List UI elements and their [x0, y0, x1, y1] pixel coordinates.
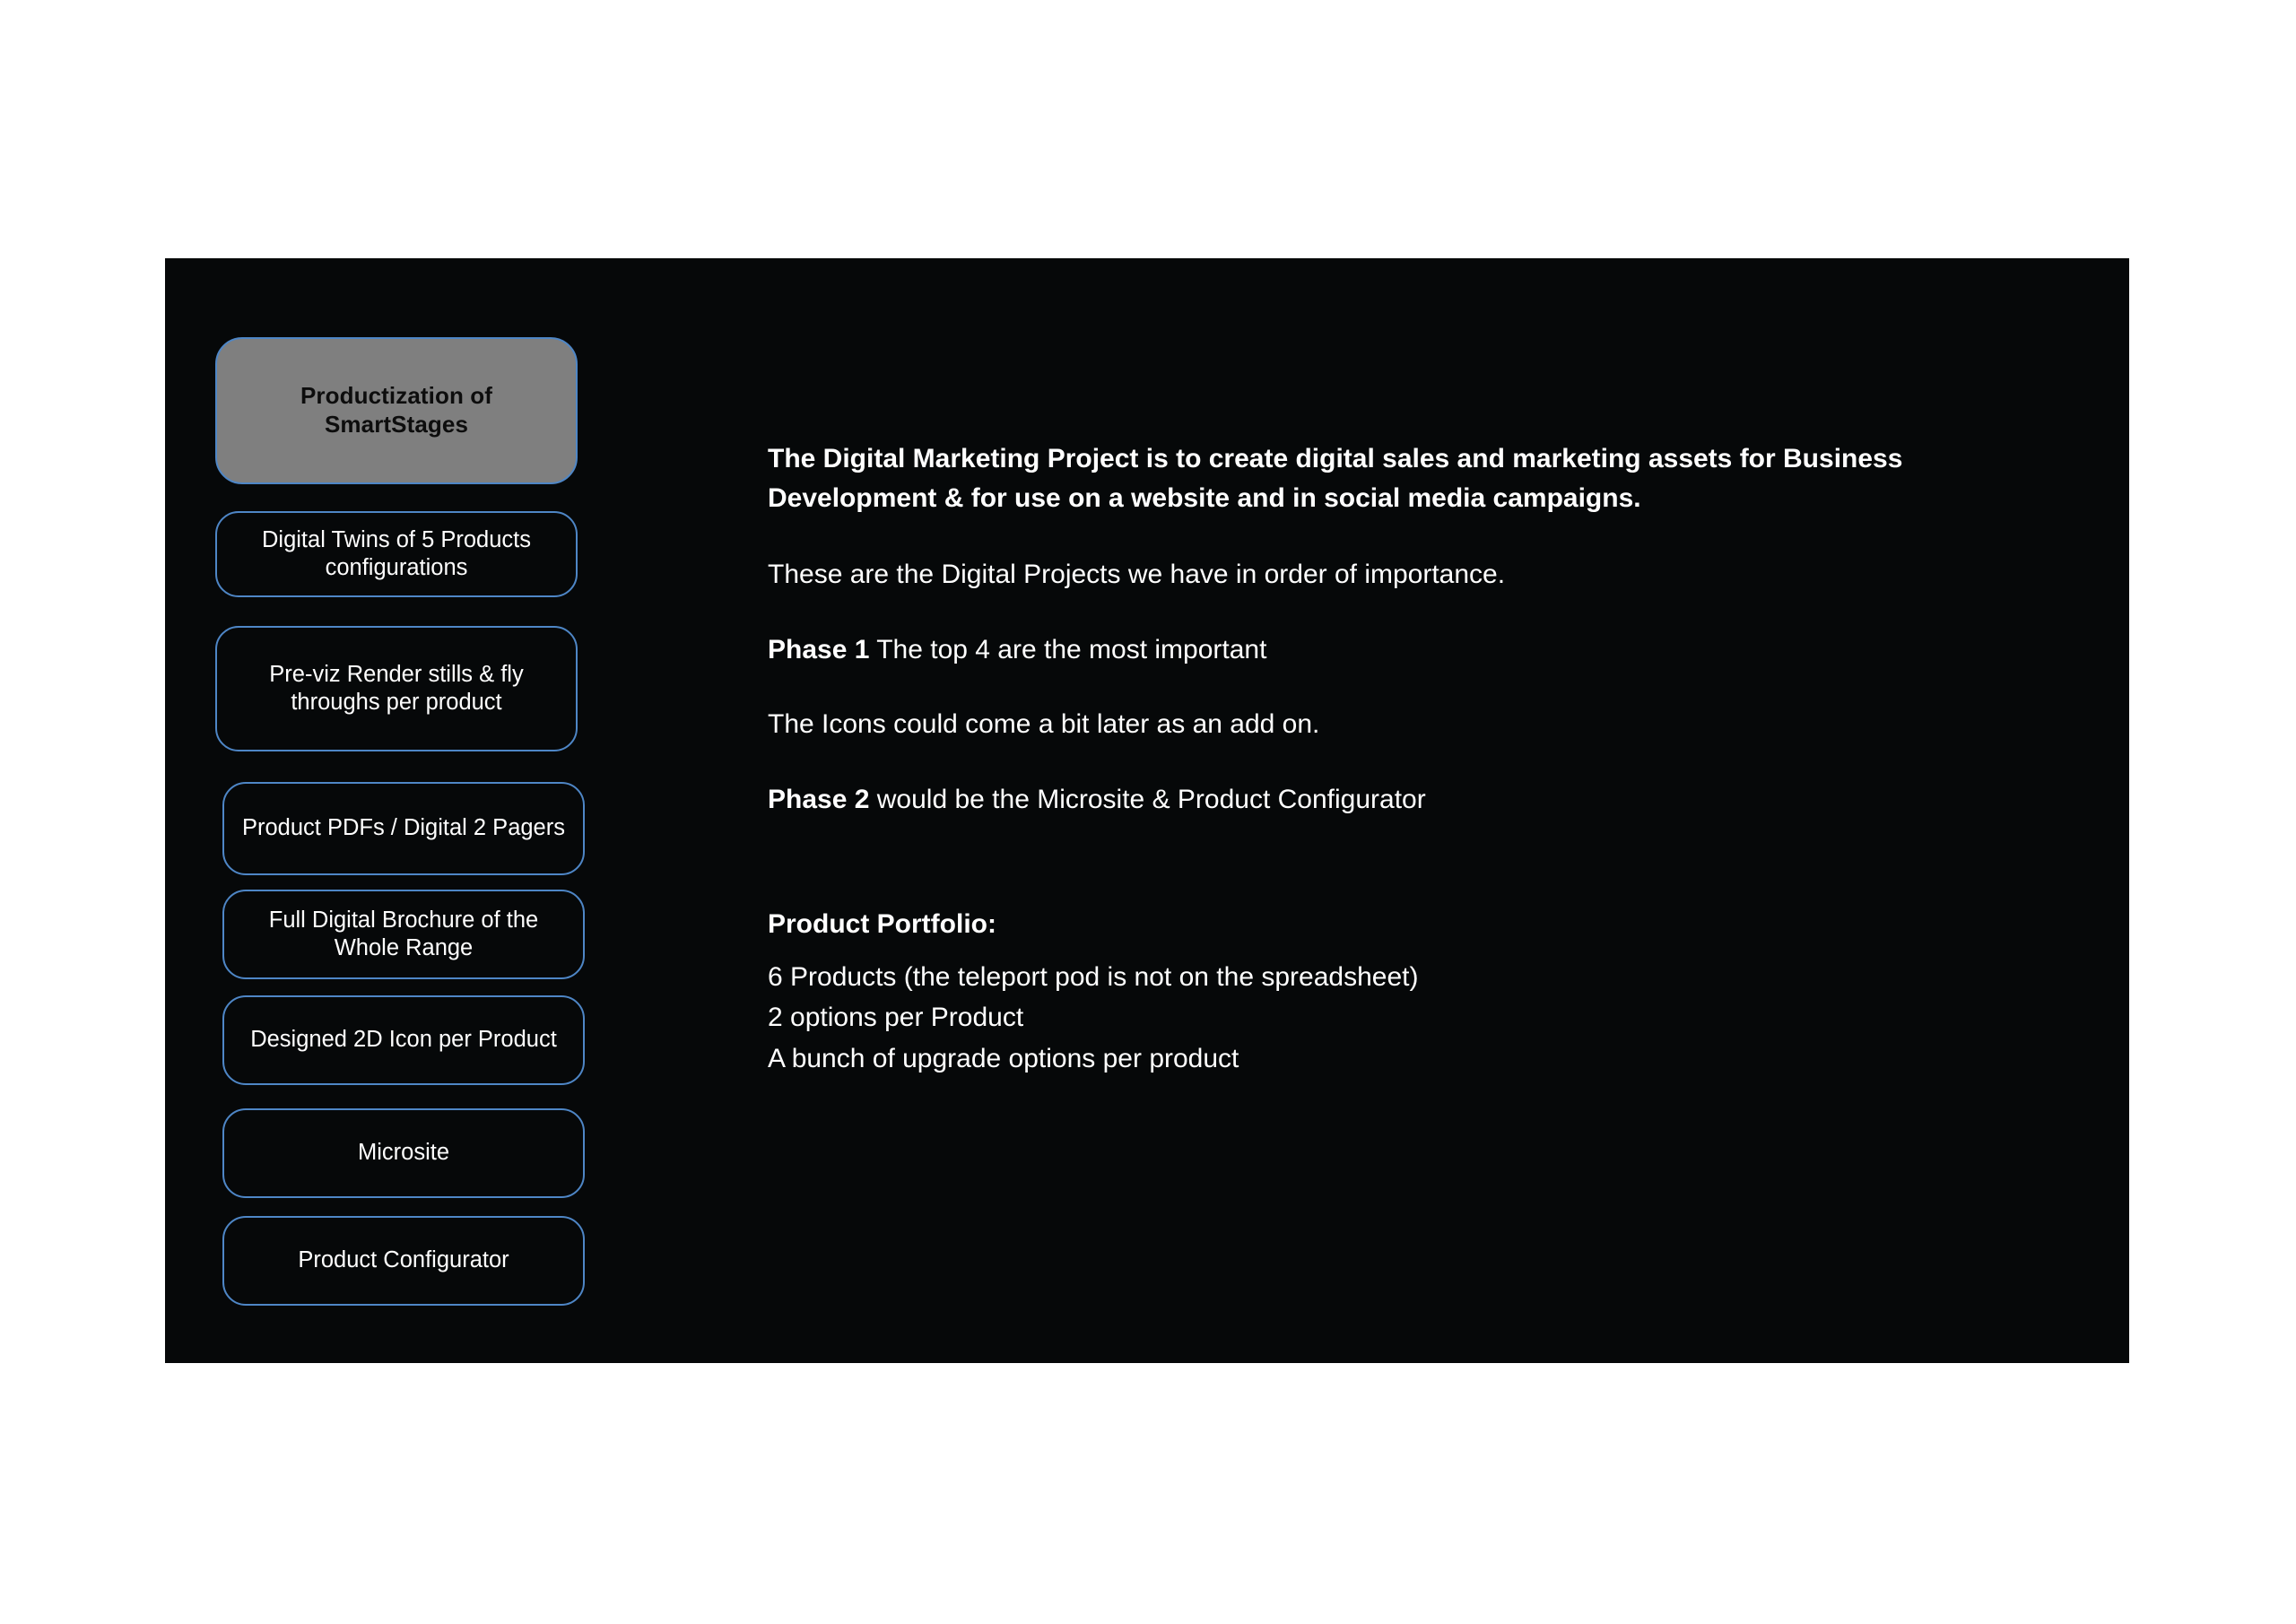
process-title-label: Productization of SmartStages — [300, 382, 493, 438]
product-portfolio-heading: Product Portfolio: — [768, 909, 996, 939]
spacer — [768, 517, 2041, 555]
process-node-label: Designed 2D Icon per Product — [250, 1027, 557, 1053]
process-node-label: Product Configurator — [298, 1247, 509, 1273]
process-node-label: Digital Twins of 5 Products configurations — [262, 526, 531, 580]
phase-2-label: Phase 2 — [768, 784, 870, 814]
portfolio-line: A bunch of upgrade options per product — [768, 1043, 1239, 1073]
icons-note-paragraph: The Icons could come a bit later as an add on. — [768, 709, 1320, 739]
slide-panel — [165, 258, 2129, 1363]
process-node-product-configurator[interactable] — [222, 1216, 585, 1306]
phase-1-paragraph — [768, 630, 2041, 670]
process-node-label: Microsite — [357, 1140, 449, 1166]
process-node-microsite[interactable] — [222, 1108, 585, 1198]
process-node-designed-2d-icon[interactable] — [222, 995, 585, 1085]
process-node-label: Product PDFs / Digital 2 Pagers — [242, 815, 565, 841]
phase-1-label: Phase 1 — [768, 634, 870, 664]
portfolio-line: 2 options per Product — [768, 1003, 1024, 1033]
process-node-pre-viz-render[interactable] — [215, 626, 578, 751]
process-node-label: Full Digital Brochure of the Whole Range — [268, 907, 539, 960]
process-title-node[interactable] — [215, 337, 578, 484]
spacer — [768, 819, 2041, 905]
intro-paragraph: The Digital Marketing Project is to create digital sales and marketing assets for Business Development & for use on a website and in social media campaigns. — [768, 444, 1903, 513]
phase-2-paragraph — [768, 780, 2041, 820]
body-copy — [768, 439, 2041, 1079]
phase-2-text: would be the Microsite & Product Configurator — [869, 784, 1426, 814]
process-list — [165, 258, 596, 1363]
spacer — [768, 595, 2041, 630]
order-of-importance-paragraph: These are the Digital Projects we have in order of importance. — [768, 560, 1506, 589]
spacer — [768, 669, 2041, 705]
spacer — [768, 944, 2041, 957]
process-node-label: Pre-viz Render stills & fly throughs per product — [269, 661, 524, 715]
process-node-full-digital-brochure[interactable] — [222, 890, 585, 979]
portfolio-line: 6 Products (the teleport pod is not on the spreadsheet) — [768, 961, 1419, 992]
process-node-product-pdfs[interactable] — [222, 782, 585, 875]
spacer — [768, 744, 2041, 780]
phase-1-text: The top 4 are the most important — [869, 634, 1267, 664]
process-node-digital-twins[interactable] — [215, 511, 578, 597]
